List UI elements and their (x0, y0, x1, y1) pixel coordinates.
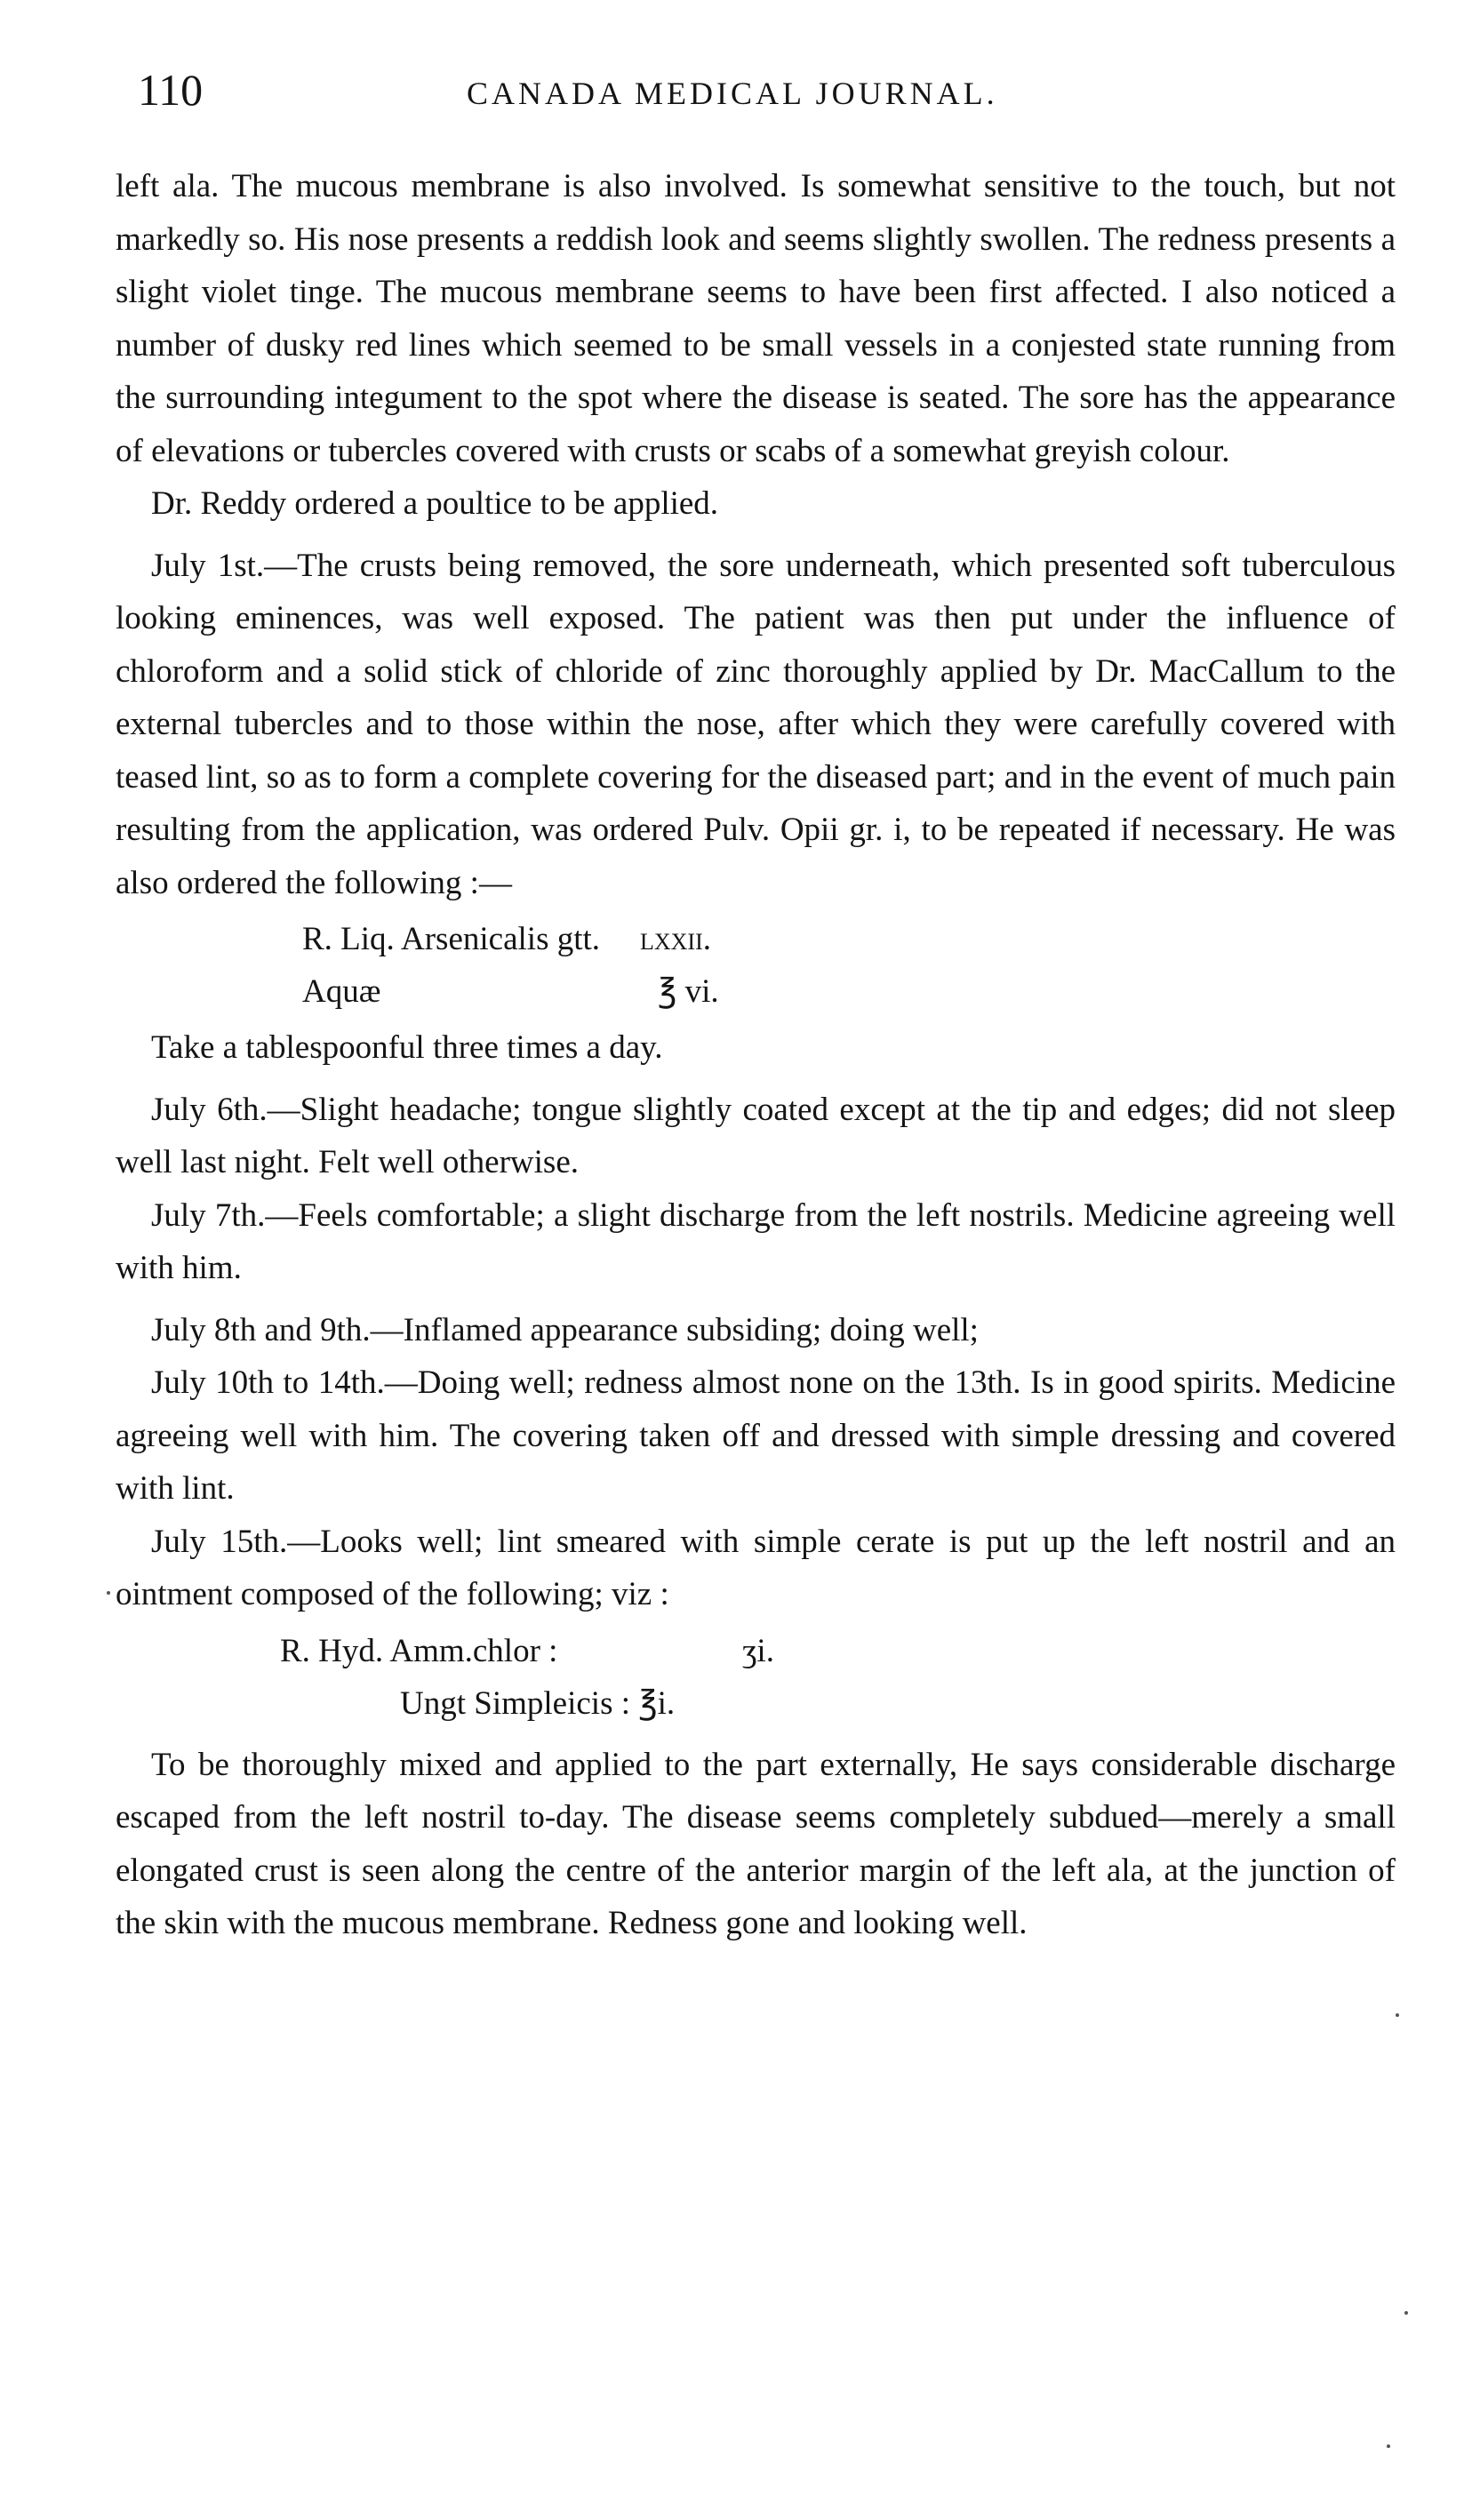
scan-speck (1396, 2013, 1399, 2017)
prescription-2-dose-2: ℥i. (638, 1684, 676, 1722)
prescription-2-item-1: R. Hyd. Amm.chlor : (280, 1632, 558, 1669)
body-text (116, 160, 1396, 1950)
page-header (138, 64, 1409, 126)
paragraph-3: July 1st.—The crusts being removed, the sore underneath, which presented soft tuberculous looking eminences, was well exposed. The patient was then put under the influence of chloroform and a solid stick of chloride of zinc thoroughly applied by Dr. MacCallum to the external tubercles and to those within the nose, after which they were carefully covered with teased lint, so as to form a complete covering for the diseased part; and in the event of much pain resulting from the application, was ordered Pulv. Opii gr. i, to be repeated if necessary. He was also ordered the following :— (116, 547, 1396, 901)
paragraph-7: July 8th and 9th.—Inflamed appearance subsiding; doing well; (151, 1311, 979, 1348)
paragraph-1: left ala. The mucous membrane is also involved. Is somewhat sensitive to the touch, but not markedly so. His nose presents a reddish look and seems slightly swollen. The redness presents a slight violet tinge. The mucous membrane seems to have been first affected. I also noticed a number of dusky red lines which seemed to be small vessels in a conjested state running from the surrounding integument to the spot where the disease is seated. The sore has the appearance of elevations or tubercles covered with crusts or scabs of a somewhat greyish colour. (116, 168, 1396, 469)
prescription-2-item-2: Ungt Simpleicis : (400, 1684, 630, 1722)
paragraph-6: July 7th.—Feels comfortable; a slight discharge from the left nostrils. Medicine agreeing well with him. (116, 1196, 1396, 1286)
paragraph-2: Dr. Reddy ordered a poultice to be applied. (151, 485, 719, 522)
prescription-2 (280, 1625, 1396, 1730)
paragraph-10: To be thoroughly mixed and applied to the part externally, He says considerable discharge escaped from the left nostril to-day. The disease seems completely subdued—merely a small elongated crust is seen along the centre of the anterior margin of the left ala, at the junction of the skin with the mucous membrane. Redness gone and looking well. (116, 1746, 1396, 1941)
prescription-2-line-1 (280, 1625, 1396, 1677)
running-head: CANADA MEDICAL JOURNAL. (467, 76, 998, 111)
paragraph-5: July 6th.—Slight headache; tongue slightly coated except at the tip and edges; did not sleep well last night. Felt well otherwise. (116, 1091, 1396, 1180)
prescription-1 (302, 913, 1396, 1018)
page-number: 110 (138, 65, 204, 115)
scan-speck (1387, 2444, 1390, 2448)
prescription-1-line-1 (302, 913, 1396, 965)
prescription-2-dose-1: ʒi. (742, 1632, 774, 1669)
scan-speck (1404, 2311, 1408, 2315)
prescription-1-line-2 (302, 965, 1396, 1018)
prescription-1-dose-2: ℥ vi. (658, 973, 719, 1010)
paragraph-4: Take a tablespoonful three times a day. (151, 1029, 663, 1066)
prescription-2-line-2 (280, 1677, 1396, 1730)
prescription-1-item-1: R. Liq. Arsenicalis gtt. (302, 921, 601, 957)
paragraph-8: July 10th to 14th.—Doing well; redness almost none on the 13th. Is in good spirits. Medicine agreeing well with him. The covering taken off and dressed with simple dressing and covered with lint. (116, 1364, 1396, 1507)
scan-speck (107, 1591, 110, 1595)
prescription-1-dose-1: lxxii. (640, 921, 712, 957)
paragraph-9: July 15th.—Looks well; lint smeared with simple cerate is put up the left nostril and an ointment composed of the following; viz : (116, 1523, 1396, 1612)
prescription-1-item-2: Aquæ (302, 973, 381, 1010)
